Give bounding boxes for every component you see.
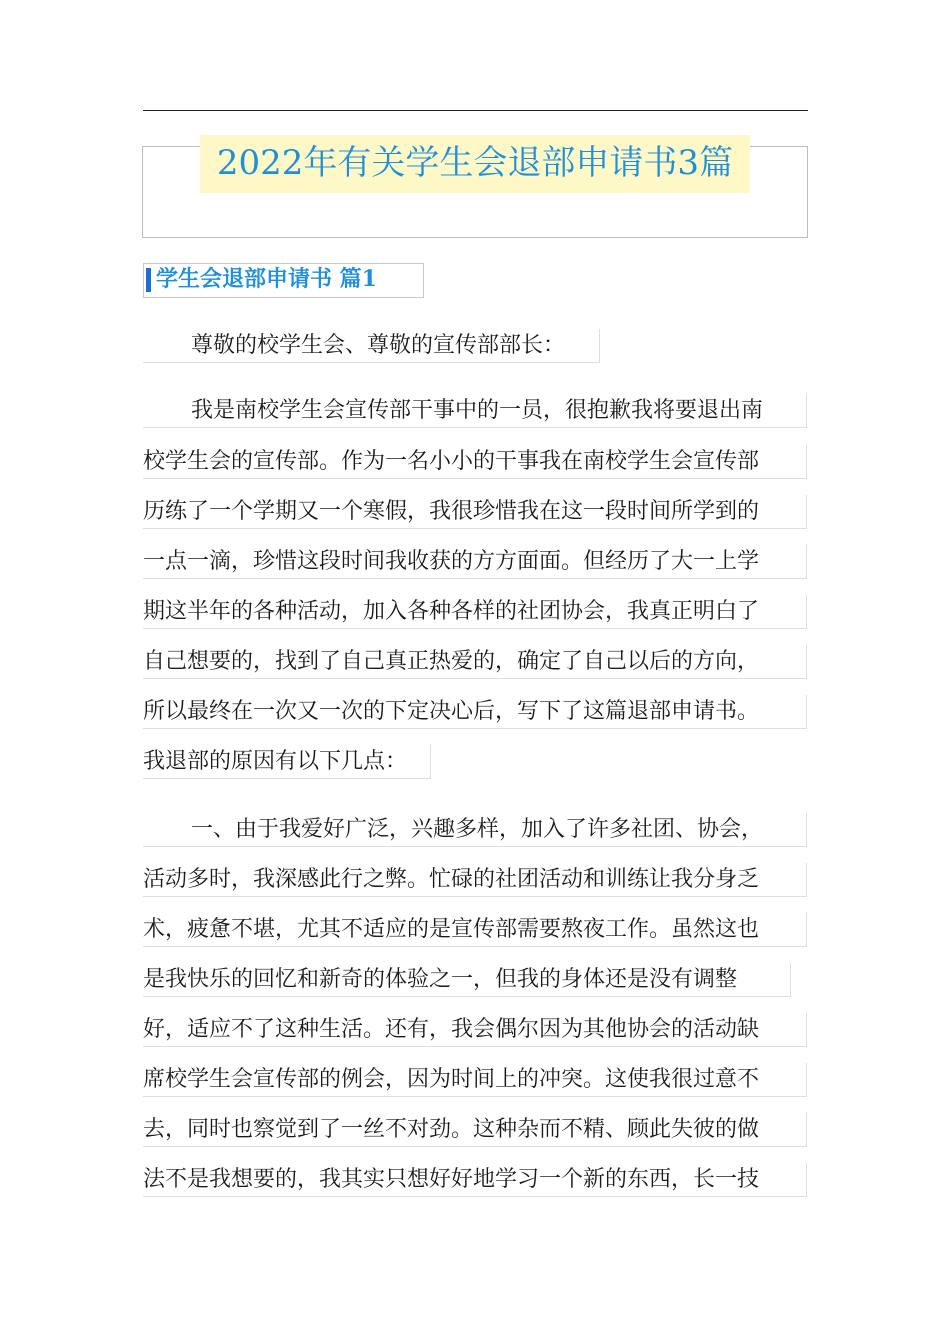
paragraph-1-line: 一点一滴，珍惜这段时间我收获的方方面面。但经历了大一上学	[143, 545, 807, 579]
paragraph-1-line: 校学生会的宣传部。作为一名小小的干事我在南校学生会宣传部	[143, 445, 807, 479]
paragraph-1-line: 自己想要的，找到了自己真正热爱的，确定了自己以后的方向，	[143, 645, 807, 679]
paragraph-2-line: 活动多时，我深感此行之弊。忙碌的社团活动和训练让我分身乏	[143, 863, 807, 897]
paragraph-1-line: 所以最终在一次又一次的下定决心后，写下了这篇退部申请书。	[143, 695, 807, 729]
paragraph-1-line: 期这半年的各种活动，加入各种各样的社团协会，我真正明白了	[143, 595, 807, 629]
salutation: 尊敬的校学生会、尊敬的宣传部部长：	[143, 329, 600, 363]
paragraph-1-line: 我退部的原因有以下几点：	[143, 745, 431, 779]
paragraph-2-line: 席校学生会宣传部的例会，因为时间上的冲突。这使我很过意不	[143, 1063, 807, 1097]
section-heading: 学生会退部申请书 篇1	[143, 263, 424, 298]
paragraph-1-line: 我是南校学生会宣传部干事中的一员，很抱歉我将要退出南	[143, 394, 807, 428]
paragraph-2-line: 去，同时也察觉到了一丝不对劲。这种杂而不精、顾此失彼的做	[143, 1113, 807, 1147]
paragraph-1-line: 历练了一个学期又一个寒假，我很珍惜我在这一段时间所学到的	[143, 495, 807, 529]
paragraph-2-line: 好，适应不了这种生活。还有，我会偶尔因为其他协会的活动缺	[143, 1013, 807, 1047]
top-rule	[143, 110, 808, 111]
paragraph-2-line: 是我快乐的回忆和新奇的体验之一，但我的身体还是没有调整	[143, 963, 791, 997]
document-title: 2022年有关学生会退部申请书3篇	[200, 135, 750, 193]
paragraph-2-line: 术，疲惫不堪，尤其不适应的是宣传部需要熬夜工作。虽然这也	[143, 913, 807, 947]
paragraph-2-line: 一、由于我爱好广泛，兴趣多样，加入了许多社团、协会，	[143, 813, 807, 847]
paragraph-2-line: 法不是我想要的，我其实只想好好地学习一个新的东西，长一技	[143, 1163, 807, 1197]
